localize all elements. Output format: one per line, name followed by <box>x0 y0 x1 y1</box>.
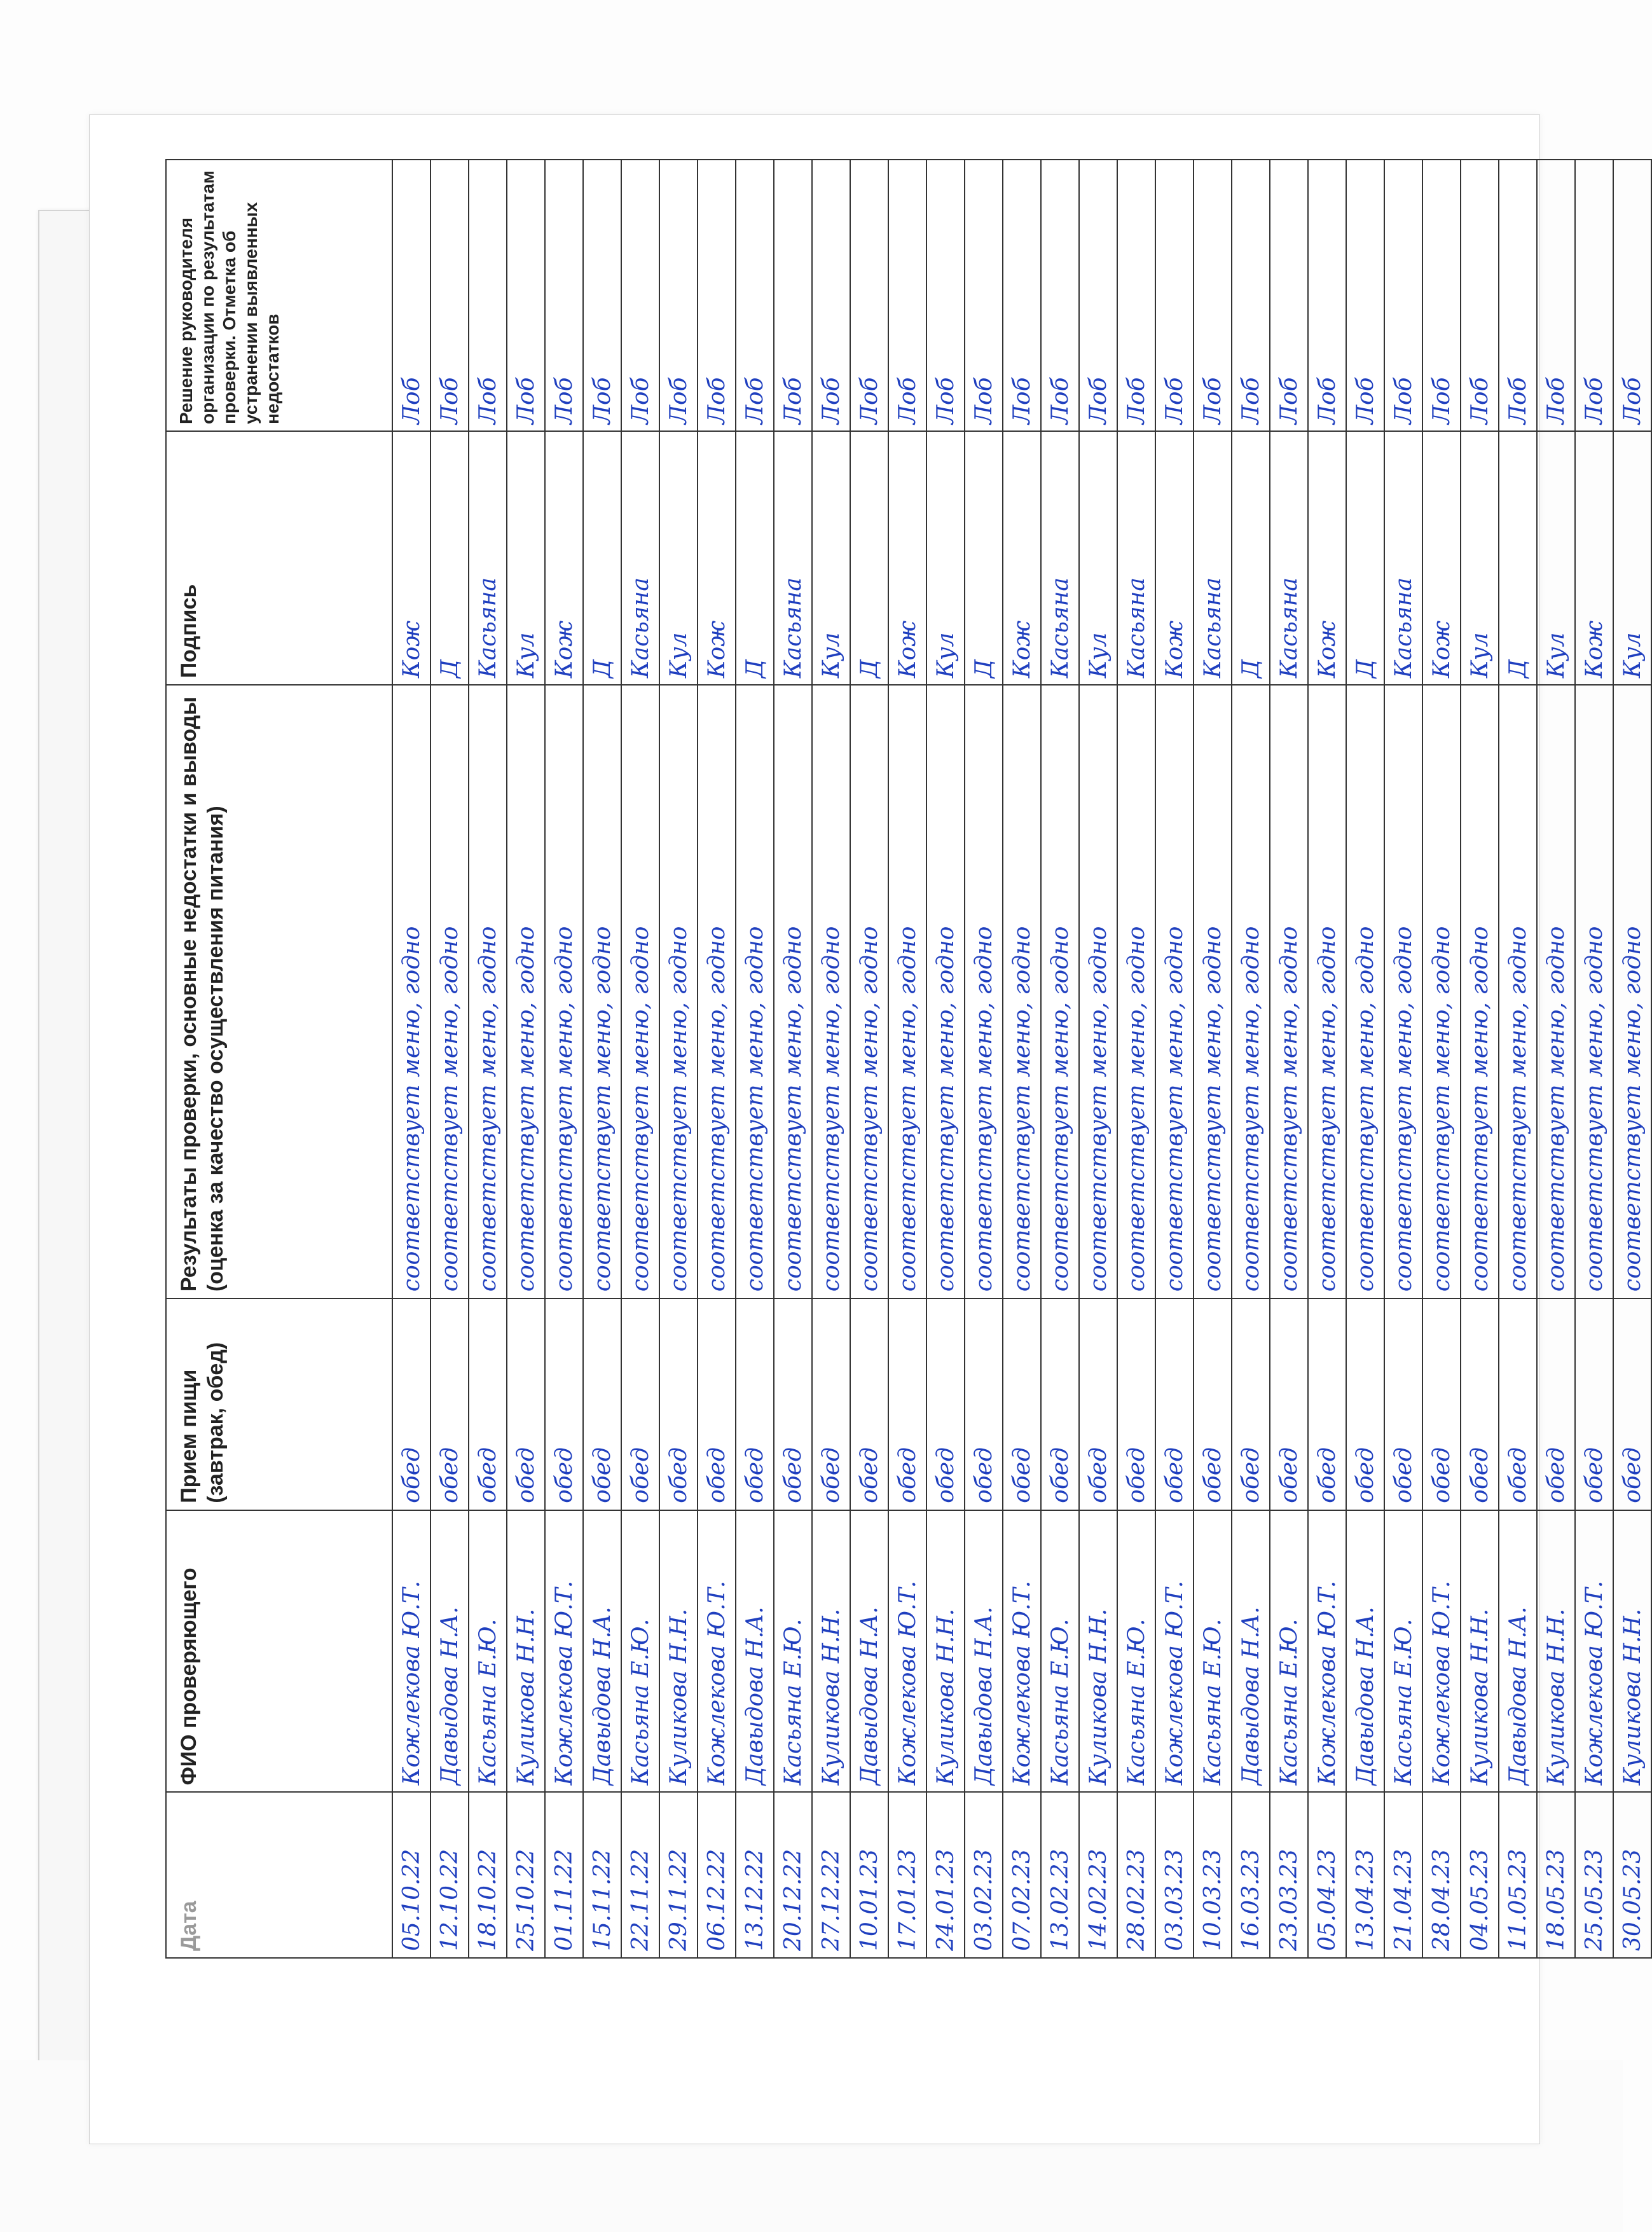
row-result: соответствует меню, годно <box>1270 685 1308 1299</box>
row-result: соответствует меню, годно <box>1346 685 1384 1299</box>
table-row <box>1461 160 1499 1958</box>
row-date: 27.12.22 <box>812 1792 850 1958</box>
row-decision: Лоб <box>545 160 583 431</box>
row-meal: обед <box>1003 1299 1041 1510</box>
table-row <box>659 160 698 1958</box>
header-date: Дата <box>166 1792 392 1958</box>
row-signature: Кул <box>812 431 850 685</box>
row-decision: Лоб <box>850 160 888 431</box>
row-signature: Д <box>736 431 774 685</box>
header-results: Результаты проверки, основные недостатки и выводы (оценка за качество осуществления питания) <box>166 685 392 1299</box>
table-row <box>1346 160 1384 1958</box>
row-date: 17.01.23 <box>888 1792 926 1958</box>
row-result: соответствует меню, годно <box>1384 685 1422 1299</box>
row-meal: обед <box>850 1299 888 1510</box>
row-signature: Д <box>1346 431 1384 685</box>
row-date: 05.04.23 <box>1308 1792 1346 1958</box>
row-decision: Лоб <box>1499 160 1537 431</box>
row-inspector: Касьяна Е.Ю. <box>1270 1510 1308 1793</box>
row-signature: Кож <box>888 431 926 685</box>
table-row <box>545 160 583 1958</box>
table-row <box>1194 160 1232 1958</box>
row-result: соответствует меню, годно <box>1537 685 1575 1299</box>
row-decision: Лоб <box>1537 160 1575 431</box>
row-decision: Лоб <box>1575 160 1613 431</box>
row-meal: обед <box>1346 1299 1384 1510</box>
table-row <box>583 160 621 1958</box>
row-date: 14.02.23 <box>1079 1792 1117 1958</box>
table-row <box>1575 160 1613 1958</box>
row-result: соответствует меню, годно <box>850 685 888 1299</box>
row-date: 29.11.22 <box>659 1792 698 1958</box>
row-inspector: Давыдова Н.А. <box>736 1510 774 1793</box>
row-date: 01.11.22 <box>545 1792 583 1958</box>
row-signature: Кул <box>1537 431 1575 685</box>
row-signature: Касьяна <box>621 431 659 685</box>
row-signature: Кул <box>1079 431 1117 685</box>
row-inspector: Давыдова Н.А. <box>430 1510 469 1793</box>
row-inspector: Кожлекова Ю.Т. <box>1422 1510 1461 1793</box>
table-row <box>1155 160 1194 1958</box>
row-inspector: Кожлекова Ю.Т. <box>1308 1510 1346 1793</box>
inspection-log-table <box>165 159 1652 1959</box>
row-decision: Лоб <box>469 160 507 431</box>
row-signature: Касьяна <box>1270 431 1308 685</box>
row-inspector: Давыдова Н.А. <box>1346 1510 1384 1793</box>
row-decision: Лоб <box>659 160 698 431</box>
row-inspector: Куликова Н.Н. <box>926 1510 965 1793</box>
row-decision: Лоб <box>926 160 965 431</box>
row-date: 23.03.23 <box>1270 1792 1308 1958</box>
row-date: 15.11.22 <box>583 1792 621 1958</box>
row-result: соответствует меню, годно <box>392 685 430 1299</box>
row-date: 03.02.23 <box>965 1792 1003 1958</box>
row-date: 11.05.23 <box>1499 1792 1537 1958</box>
row-decision: Лоб <box>1270 160 1308 431</box>
row-date: 16.03.23 <box>1232 1792 1270 1958</box>
row-meal: обед <box>1537 1299 1575 1510</box>
row-meal: обед <box>926 1299 965 1510</box>
row-decision: Лоб <box>698 160 736 431</box>
row-signature: Д <box>1499 431 1537 685</box>
table-row <box>698 160 736 1958</box>
row-inspector: Куликова Н.Н. <box>1079 1510 1117 1793</box>
row-date: 13.04.23 <box>1346 1792 1384 1958</box>
row-result: соответствует меню, годно <box>1575 685 1613 1299</box>
row-result: соответствует меню, годно <box>659 685 698 1299</box>
row-inspector: Давыдова Н.А. <box>965 1510 1003 1793</box>
row-decision: Лоб <box>812 160 850 431</box>
row-signature: Кож <box>1308 431 1346 685</box>
row-date: 06.12.22 <box>698 1792 736 1958</box>
row-meal: обед <box>774 1299 812 1510</box>
row-decision: Лоб <box>621 160 659 431</box>
row-result: соответствует меню, годно <box>965 685 1003 1299</box>
row-date: 10.03.23 <box>1194 1792 1232 1958</box>
row-result: соответствует меню, годно <box>469 685 507 1299</box>
row-meal: обед <box>698 1299 736 1510</box>
row-signature: Кож <box>545 431 583 685</box>
row-meal: обед <box>1499 1299 1537 1510</box>
row-inspector: Давыдова Н.А. <box>1499 1510 1537 1793</box>
row-signature: Д <box>1232 431 1270 685</box>
row-signature: Кож <box>1575 431 1613 685</box>
row-inspector: Касьяна Е.Ю. <box>621 1510 659 1793</box>
row-decision: Лоб <box>1308 160 1346 431</box>
row-meal: обед <box>888 1299 926 1510</box>
row-decision: Лоб <box>774 160 812 431</box>
row-result: соответствует меню, годно <box>736 685 774 1299</box>
table-row <box>621 160 659 1958</box>
table-row <box>1041 160 1079 1958</box>
row-result: соответствует меню, годно <box>1079 685 1117 1299</box>
table-row <box>1613 160 1651 1958</box>
row-inspector: Давыдова Н.А. <box>850 1510 888 1793</box>
row-signature: Кож <box>698 431 736 685</box>
table-row <box>926 160 965 1958</box>
row-signature: Д <box>583 431 621 685</box>
row-signature: Кож <box>1155 431 1194 685</box>
row-inspector: Касьяна Е.Ю. <box>1041 1510 1079 1793</box>
row-meal: обед <box>430 1299 469 1510</box>
row-date: 24.01.23 <box>926 1792 965 1958</box>
table-row <box>812 160 850 1958</box>
table-row <box>1003 160 1041 1958</box>
row-inspector: Куликова Н.Н. <box>1537 1510 1575 1793</box>
table-row <box>507 160 545 1958</box>
table-row <box>1308 160 1346 1958</box>
row-date: 22.11.22 <box>621 1792 659 1958</box>
row-inspector: Давыдова Н.А. <box>583 1510 621 1793</box>
row-result: соответствует меню, годно <box>1613 685 1651 1299</box>
table-row <box>1537 160 1575 1958</box>
row-signature: Д <box>430 431 469 685</box>
row-inspector: Куликова Н.Н. <box>812 1510 850 1793</box>
row-meal: обед <box>1079 1299 1117 1510</box>
row-result: соответствует меню, годно <box>1499 685 1537 1299</box>
row-decision: Лоб <box>392 160 430 431</box>
row-signature: Д <box>850 431 888 685</box>
table-row <box>1499 160 1537 1958</box>
row-meal: обед <box>1461 1299 1499 1510</box>
row-date: 10.01.23 <box>850 1792 888 1958</box>
table-row <box>469 160 507 1958</box>
row-meal: обед <box>1308 1299 1346 1510</box>
row-result: соответствует меню, годно <box>1308 685 1346 1299</box>
row-date: 05.10.22 <box>392 1792 430 1958</box>
row-signature: Касьяна <box>1194 431 1232 685</box>
row-result: соответствует меню, годно <box>1117 685 1155 1299</box>
row-inspector: Касьяна Е.Ю. <box>1117 1510 1155 1793</box>
row-meal: обед <box>965 1299 1003 1510</box>
row-date: 13.12.22 <box>736 1792 774 1958</box>
header-decision: Решение руководителя организации по результатам проверки. Отметка об устранении выявленных недостатков <box>166 160 392 431</box>
table-row <box>1270 160 1308 1958</box>
row-meal: обед <box>507 1299 545 1510</box>
row-decision: Лоб <box>430 160 469 431</box>
row-decision: Лоб <box>965 160 1003 431</box>
row-date: 07.02.23 <box>1003 1792 1041 1958</box>
table-row <box>736 160 774 1958</box>
row-decision: Лоб <box>507 160 545 431</box>
row-date: 21.04.23 <box>1384 1792 1422 1958</box>
row-result: соответствует меню, годно <box>1422 685 1461 1299</box>
row-result: соответствует меню, годно <box>1194 685 1232 1299</box>
row-date: 13.02.23 <box>1041 1792 1079 1958</box>
row-meal: обед <box>621 1299 659 1510</box>
row-signature: Кул <box>1461 431 1499 685</box>
row-inspector: Кожлекова Ю.Т. <box>888 1510 926 1793</box>
row-date: 25.05.23 <box>1575 1792 1613 1958</box>
row-result: соответствует меню, годно <box>926 685 965 1299</box>
row-date: 18.05.23 <box>1537 1792 1575 1958</box>
row-inspector: Кожлекова Ю.Т. <box>545 1510 583 1793</box>
row-decision: Лоб <box>1003 160 1041 431</box>
row-meal: обед <box>1194 1299 1232 1510</box>
row-signature: Касьяна <box>1384 431 1422 685</box>
table-body <box>392 160 1651 1958</box>
row-result: соответствует меню, годно <box>1461 685 1499 1299</box>
table-row <box>1117 160 1155 1958</box>
row-signature: Кул <box>659 431 698 685</box>
row-decision: Лоб <box>1613 160 1651 431</box>
row-result: соответствует меню, годно <box>1041 685 1079 1299</box>
row-decision: Лоб <box>1194 160 1232 431</box>
row-decision: Лоб <box>1117 160 1155 431</box>
row-signature: Кул <box>1613 431 1651 685</box>
row-date: 03.03.23 <box>1155 1792 1194 1958</box>
row-signature: Кул <box>926 431 965 685</box>
row-meal: обед <box>1270 1299 1308 1510</box>
header-signature: Подпись <box>166 431 392 685</box>
row-inspector: Кожлекова Ю.Т. <box>1575 1510 1613 1793</box>
row-meal: обед <box>1117 1299 1155 1510</box>
row-signature: Кож <box>1422 431 1461 685</box>
row-signature: Касьяна <box>469 431 507 685</box>
row-date: 30.05.23 <box>1613 1792 1651 1958</box>
row-result: соответствует меню, годно <box>430 685 469 1299</box>
row-decision: Лоб <box>1346 160 1384 431</box>
row-meal: обед <box>545 1299 583 1510</box>
row-meal: обед <box>392 1299 430 1510</box>
table-row <box>1232 160 1270 1958</box>
table-row <box>430 160 469 1958</box>
row-inspector: Куликова Н.Н. <box>507 1510 545 1793</box>
row-decision: Лоб <box>1041 160 1079 431</box>
table-row <box>1422 160 1461 1958</box>
row-inspector: Касьяна Е.Ю. <box>469 1510 507 1793</box>
row-meal: обед <box>1041 1299 1079 1510</box>
row-meal: обед <box>659 1299 698 1510</box>
row-decision: Лоб <box>1079 160 1117 431</box>
row-decision: Лоб <box>583 160 621 431</box>
table-row <box>392 160 430 1958</box>
row-inspector: Кожлекова Ю.Т. <box>392 1510 430 1793</box>
row-meal: обед <box>1384 1299 1422 1510</box>
row-result: соответствует меню, годно <box>1155 685 1194 1299</box>
row-inspector: Касьяна Е.Ю. <box>1384 1510 1422 1793</box>
row-signature: Касьяна <box>774 431 812 685</box>
header-meal: Прием пищи (завтрак, обед) <box>166 1299 392 1510</box>
header-inspector: ФИО проверяющего <box>166 1510 392 1793</box>
row-meal: обед <box>1613 1299 1651 1510</box>
table-row <box>774 160 812 1958</box>
row-result: соответствует меню, годно <box>583 685 621 1299</box>
row-decision: Лоб <box>1155 160 1194 431</box>
row-inspector: Касьяна Е.Ю. <box>1194 1510 1232 1793</box>
row-inspector: Куликова Н.Н. <box>1461 1510 1499 1793</box>
row-decision: Лоб <box>1232 160 1270 431</box>
row-result: соответствует меню, годно <box>621 685 659 1299</box>
row-signature: Касьяна <box>1041 431 1079 685</box>
row-decision: Лоб <box>1422 160 1461 431</box>
table-row <box>850 160 888 1958</box>
row-meal: обед <box>1232 1299 1270 1510</box>
row-meal: обед <box>469 1299 507 1510</box>
row-decision: Лоб <box>1384 160 1422 431</box>
row-meal: обед <box>583 1299 621 1510</box>
table-row <box>1384 160 1422 1958</box>
row-decision: Лоб <box>888 160 926 431</box>
row-date: 12.10.22 <box>430 1792 469 1958</box>
table-row <box>965 160 1003 1958</box>
row-date: 28.04.23 <box>1422 1792 1461 1958</box>
row-meal: обед <box>1422 1299 1461 1510</box>
row-inspector: Кожлекова Ю.Т. <box>698 1510 736 1793</box>
row-date: 25.10.22 <box>507 1792 545 1958</box>
row-result: соответствует меню, годно <box>1232 685 1270 1299</box>
header-row <box>166 160 392 1958</box>
row-date: 04.05.23 <box>1461 1792 1499 1958</box>
row-inspector: Кожлекова Ю.Т. <box>1003 1510 1041 1793</box>
row-meal: обед <box>1155 1299 1194 1510</box>
row-signature: Касьяна <box>1117 431 1155 685</box>
row-inspector: Касьяна Е.Ю. <box>774 1510 812 1793</box>
row-signature: Д <box>965 431 1003 685</box>
row-date: 18.10.22 <box>469 1792 507 1958</box>
row-signature: Кож <box>1003 431 1041 685</box>
row-inspector: Куликова Н.Н. <box>1613 1510 1651 1793</box>
rotated-content <box>165 159 1646 1959</box>
row-date: 20.12.22 <box>774 1792 812 1958</box>
row-meal: обед <box>736 1299 774 1510</box>
row-decision: Лоб <box>736 160 774 431</box>
row-inspector: Давыдова Н.А. <box>1232 1510 1270 1793</box>
row-date: 28.02.23 <box>1117 1792 1155 1958</box>
row-result: соответствует меню, годно <box>545 685 583 1299</box>
row-decision: Лоб <box>1461 160 1499 431</box>
row-meal: обед <box>1575 1299 1613 1510</box>
row-inspector: Кожлекова Ю.Т. <box>1155 1510 1194 1793</box>
row-result: соответствует меню, годно <box>507 685 545 1299</box>
row-result: соответствует меню, годно <box>812 685 850 1299</box>
row-signature: Кож <box>392 431 430 685</box>
row-result: соответствует меню, годно <box>698 685 736 1299</box>
row-result: соответствует меню, годно <box>888 685 926 1299</box>
row-meal: обед <box>812 1299 850 1510</box>
row-result: соответствует меню, годно <box>774 685 812 1299</box>
row-inspector: Куликова Н.Н. <box>659 1510 698 1793</box>
row-signature: Кул <box>507 431 545 685</box>
table-row <box>1079 160 1117 1958</box>
row-result: соответствует меню, годно <box>1003 685 1041 1299</box>
table-row <box>888 160 926 1958</box>
